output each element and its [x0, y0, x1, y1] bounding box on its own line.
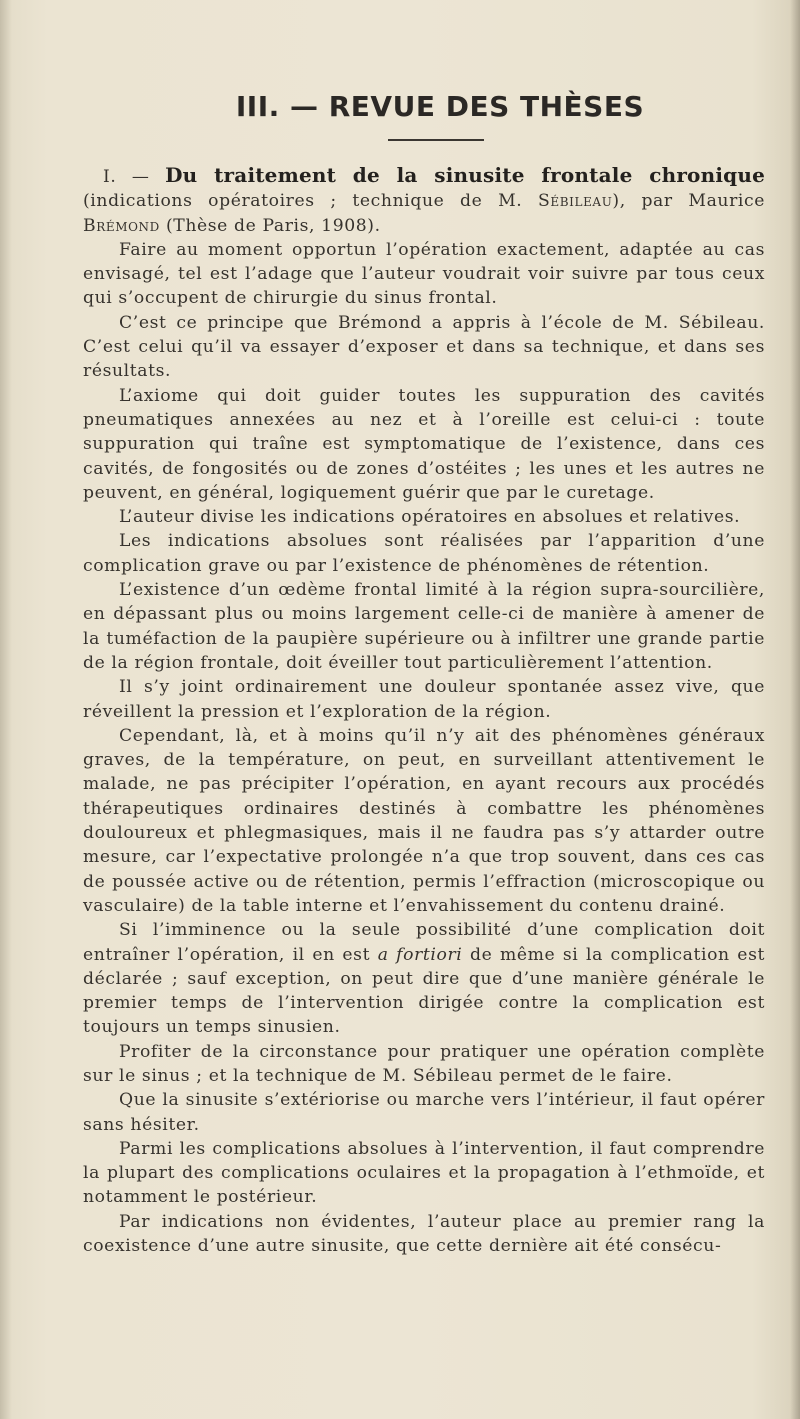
paragraph: L’axiome qui doit guider toutes les suppuration des cavités pneumatiques annexées au nez et à l’oreille est celui-ci : toute suppuration qui traîne est symptomatique de l’existence, dans ces cavités, de fongosités ou de zones d’ostéites ; les unes et les autres ne peuvent, en général, logiquement guérir que par le curetage.	[83, 385, 765, 503]
paragraph: C’est ce principe que Brémond a appris à l’école de M. Sébileau. C’est celui qu’il va essayer d’exposer et dans sa technique, et dans ses résultats.	[83, 312, 765, 382]
heading-rule	[388, 139, 484, 141]
section-heading: III. — REVUE DES THÈSES	[235, 90, 645, 123]
author-name: Brémond	[83, 215, 160, 236]
article-subtitle-b: ), par Maurice	[612, 191, 766, 212]
paragraph: Faire au moment opportun l’opération exactement, adaptée au cas envisagé, tel est l’adage que l’auteur voudrait voir suivre par tous ceux qui s’occupent de chirurgie du sinus frontal.	[83, 239, 765, 309]
article-subtitle-a: (indications opératoires ; technique de M.	[83, 191, 523, 212]
paragraph: Les indications absolues sont réalisées par l’apparition d’une complication grave ou par l’existence de phénomènes de rétention.	[83, 531, 765, 576]
fortiori-before: Si l’imminence ou la seule possibilité d’une complication doit entraîner l’opération, il en est	[83, 920, 765, 965]
article-header	[83, 163, 765, 238]
paragraph-a-fortiori	[83, 918, 765, 1039]
article-title: Du traitement de la sinusite frontale chronique	[165, 163, 765, 187]
surgeon-name: Sébileau	[538, 191, 613, 212]
paragraph: Cependant, là, et à moins qu’il n’y ait des phénomènes généraux graves, de la température, on peut, en surveillant attentivement le malade, ne pas précipiter l’opération, en ayant recours aux procédés thérapeutiques ordinaires destinés à combattre les phénomènes douloureux et phlegmasiques, mais il ne faudra pas s’y attarder outre mesure, car l’expectative prolongée n’a que trop souvent, dans ces cas de poussée active ou de rétention, permis l’effraction (microscopique ou vasculaire) de la table interne et l’envahissement du contenu drainé.	[83, 725, 765, 916]
page-shadow-right	[790, 0, 800, 1419]
fortiori-italic: a fortiori	[377, 944, 463, 965]
paragraph: Par indications non évidentes, l’auteur place au premier rang la coexistence d’une autre sinusite, que cette dernière ait été consécu-	[83, 1211, 765, 1257]
article-number: I. —	[103, 167, 150, 187]
body-text	[83, 163, 765, 1258]
article-title-block	[83, 163, 765, 238]
article-subtitle-c: (Thèse de Paris, 1908).	[165, 215, 381, 236]
paragraph: Parmi les complications absolues à l’intervention, il faut comprendre la plupart des complications oculaires et la propagation à l’ethmoïde, et notamment le postérieur.	[83, 1138, 765, 1208]
page-shadow-left	[0, 0, 12, 1419]
paragraph: L’existence d’un œdème frontal limité à la région supra-sourcilière, en dépassant plus ou moins largement celle-ci de manière à amener de la tuméfaction de la paupière supérieure ou à infiltrer une grande partie de la région frontale, doit éveiller tout particulièrement l’attention.	[83, 580, 765, 673]
paragraph: Il s’y joint ordinairement une douleur spontanée assez vive, que réveillent la pression et l’exploration de la région.	[83, 677, 765, 722]
paragraph: Profiter de la circonstance pour pratiquer une opération complète sur le sinus ; et la technique de M. Sébileau permet de le faire.	[83, 1041, 765, 1086]
paragraph: Que la sinusite s’extériorise ou marche vers l’intérieur, il faut opérer sans hésiter.	[83, 1090, 765, 1135]
fortiori-after: de même si la complication est déclarée ; sauf exception, on peut dire que d’une manière générale le premier temps de l’intervention dirigée contre la complication est toujours un temps sinusien.	[83, 944, 765, 1038]
paragraph: L’auteur divise les indications opératoires en absolues et relatives.	[119, 507, 741, 528]
